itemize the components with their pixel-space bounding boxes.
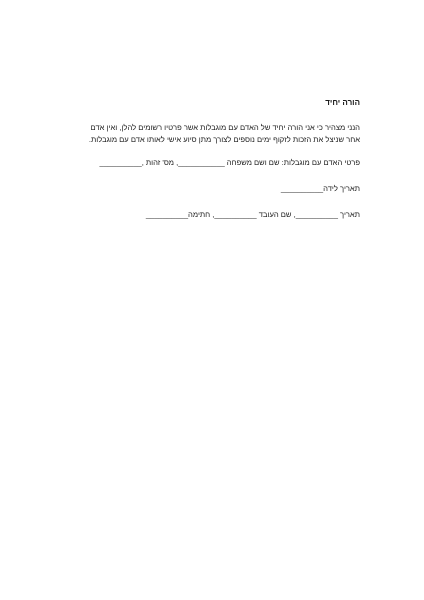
person-details-line: פרטי האדם עם מוגבלות: שם ושם משפחה ___________, מס' זהות ,__________	[99, 158, 360, 167]
document-title: הורה יחיד	[325, 98, 360, 107]
declaration-line-1: הנני מצהיר כי אני הורה יחיד של האדם עם מוגבלות אשר פרטיו רשומים להלן, ואין אדם	[90, 123, 360, 132]
declaration-line-2: אחר שניצל את הזכות לזקוף ימים נוספים לצורך מתן סיוע אישי לאותו אדם עם מוגבלות.	[88, 135, 360, 144]
birth-date-line: תאריך לידה__________	[280, 184, 360, 193]
document-body	[64, 97, 360, 221]
signature-line: תאריך __________, שם העובד __________, חתימה__________	[145, 210, 360, 219]
